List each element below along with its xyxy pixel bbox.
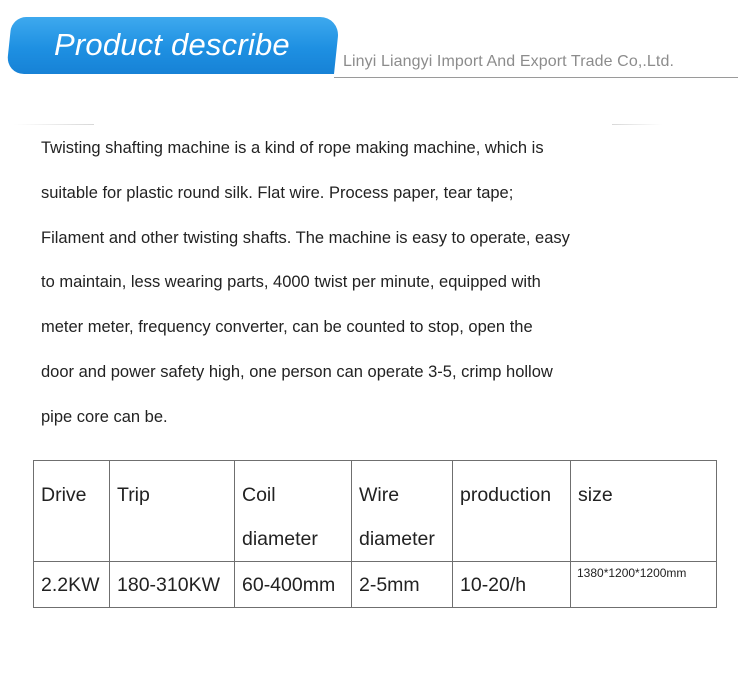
table-header-row <box>34 461 717 562</box>
header-divider <box>334 77 738 78</box>
description-line: meter meter, frequency converter, can be counted to stop, open the <box>41 318 533 337</box>
header-trip: Trip <box>110 461 235 562</box>
product-description <box>41 138 731 452</box>
description-line: door and power safety high, one person can operate 3-5, crimp hollow <box>41 362 553 381</box>
cell-coil-diameter: 60-400mm <box>235 562 352 608</box>
cell-size: 1380*1200*1200mm <box>571 562 717 608</box>
spec-table <box>33 460 717 608</box>
header-coil-diameter: Coil diameter <box>235 461 352 562</box>
description-line: suitable for plastic round silk. Flat wire. Process paper, tear tape; <box>41 183 514 202</box>
section-title: Product describe <box>54 27 290 62</box>
description-line: Twisting shafting machine is a kind of rope making machine, which is <box>41 139 544 157</box>
company-name: Linyi Liangyi Import And Export Trade Co,.Ltd. <box>343 53 674 70</box>
header-wire-diameter: Wire diameter <box>352 461 453 562</box>
cell-wire-diameter: 2-5mm <box>352 562 453 608</box>
separator-right <box>612 124 662 125</box>
description-line: to maintain, less wearing parts, 4000 twist per minute, equipped with <box>41 273 541 292</box>
header-drive: Drive <box>34 461 110 562</box>
cell-production: 10-20/h <box>453 562 571 608</box>
cell-drive: 2.2KW <box>34 562 110 608</box>
table-row <box>34 562 717 608</box>
cell-trip: 180-310KW <box>110 562 235 608</box>
separator-left <box>14 124 94 125</box>
description-line: pipe core can be. <box>41 407 168 426</box>
description-line: Filament and other twisting shafts. The machine is easy to operate, easy <box>41 228 570 247</box>
header-size: size <box>571 461 717 562</box>
header-production: production <box>453 461 571 562</box>
